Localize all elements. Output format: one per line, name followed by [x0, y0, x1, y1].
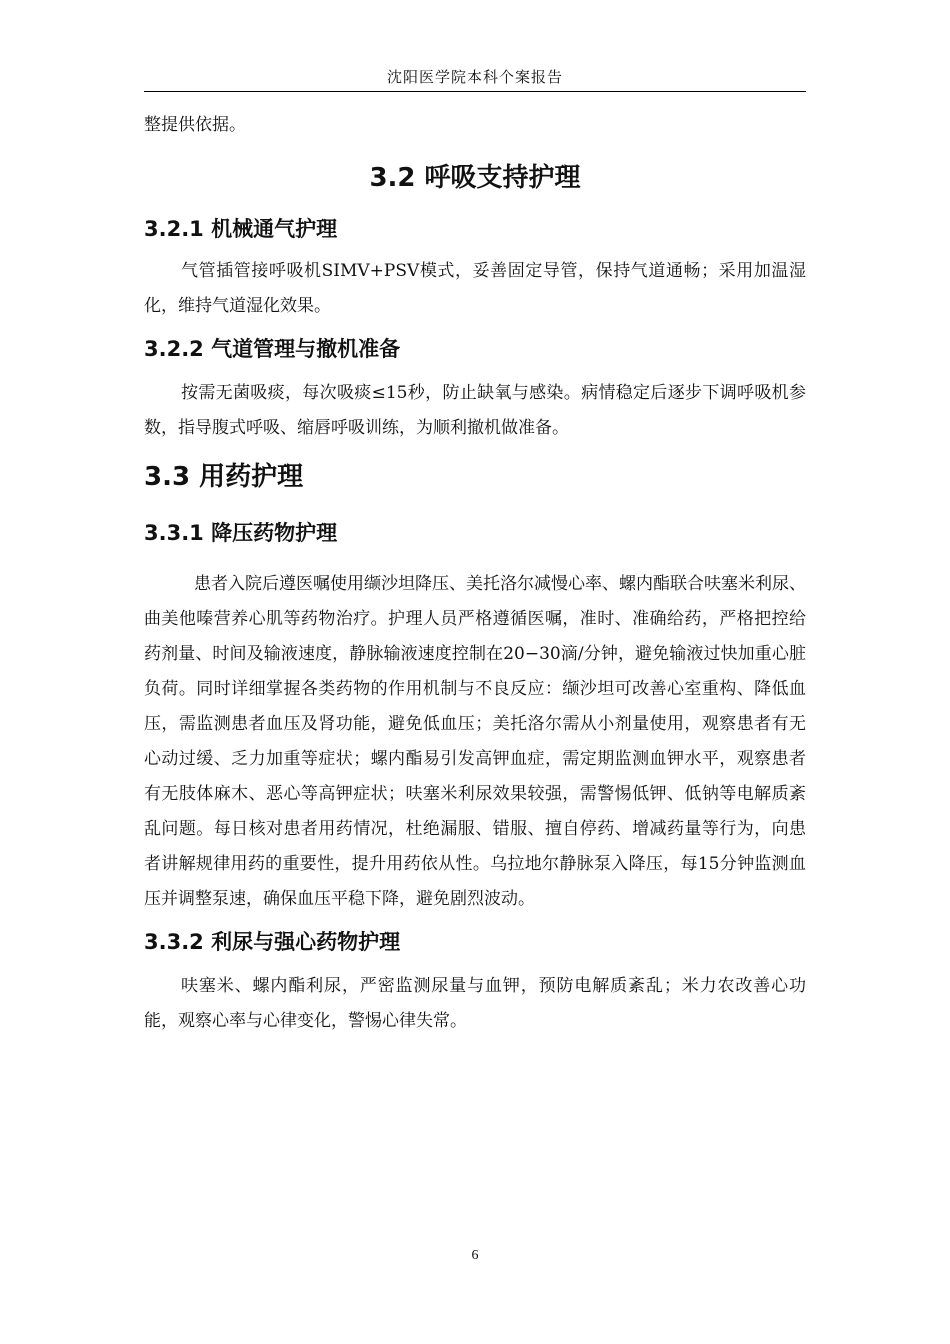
- header-rule: [144, 91, 806, 92]
- section-3-2-heading: 3.2 呼吸支持护理: [369, 163, 581, 193]
- section-3-3-1-heading: 3.3.1 降压药物护理: [144, 521, 338, 545]
- section-3-2-1-body: 气管插管接呼吸机SIMV+PSV模式，妥善固定导管，保持气道通畅；采用加温湿化，维持气道湿化效果。: [144, 261, 806, 316]
- page-number: 6: [471, 1248, 479, 1263]
- section-3-2-2-body: 按需无菌吸痰，每次吸痰≤15秒，防止缺氧与感染。病情稳定后逐步下调呼吸机参数，指导腹式呼吸、缩唇呼吸训练，为顺利撤机做准备。: [144, 383, 806, 438]
- section-3-3-2-heading: 3.3.2 利尿与强心药物护理: [144, 930, 401, 954]
- section-3-3-2-body: 呋塞米、螺内酯利尿，严密监测尿量与血钾，预防电解质紊乱；米力农改善心功能，观察心率与心律变化，警惕心律失常。: [144, 976, 806, 1031]
- section-3-3-heading: 3.3 用药护理: [144, 462, 304, 492]
- section-3-3-1-body: 患者入院后遵医嘱使用缬沙坦降压、美托洛尔减慢心率、螺内酯联合呋塞米利尿、曲美他嗪营养心肌等药物治疗。护理人员严格遵循医嘱，准时、准确给药，严格把控给药剂量、时间及输液速度，静脉输液速度控制在20−30滴/分钟，避免输液过快加重心脏负荷。同时详细掌握各类药物的作用机制与不良反应：缬沙坦可改善心室重构、降低血压，需监测患者血压及肾功能，避免低血压；美托洛尔需从小剂量使用，观察患者有无心动过缓、乏力加重等症状；螺内酯易引发高钾血症，需定期监测血钾水平，观察患者有无肢体麻木、恶心等高钾症状；呋塞米利尿效果较强，需警惕低钾、低钠等电解质紊乱问题。每日核对患者用药情况，杜绝漏服、错服、擅自停药、增减药量等行为，向患者讲解规律用药的重要性，提升用药依从性。乌拉地尔静脉泵入降压，每15分钟监测血压并调整泵速，确保血压平稳下降，避免剧烈波动。: [144, 574, 806, 909]
- section-3-2-1-heading: 3.2.1 机械通气护理: [144, 217, 338, 241]
- page-content: [144, 108, 806, 1039]
- running-header: 沈阳医学院本科个案报告: [386, 68, 563, 86]
- intro-line: 整提供依据。: [144, 115, 246, 135]
- section-3-2-2-heading: 3.2.2 气道管理与撤机准备: [144, 337, 401, 361]
